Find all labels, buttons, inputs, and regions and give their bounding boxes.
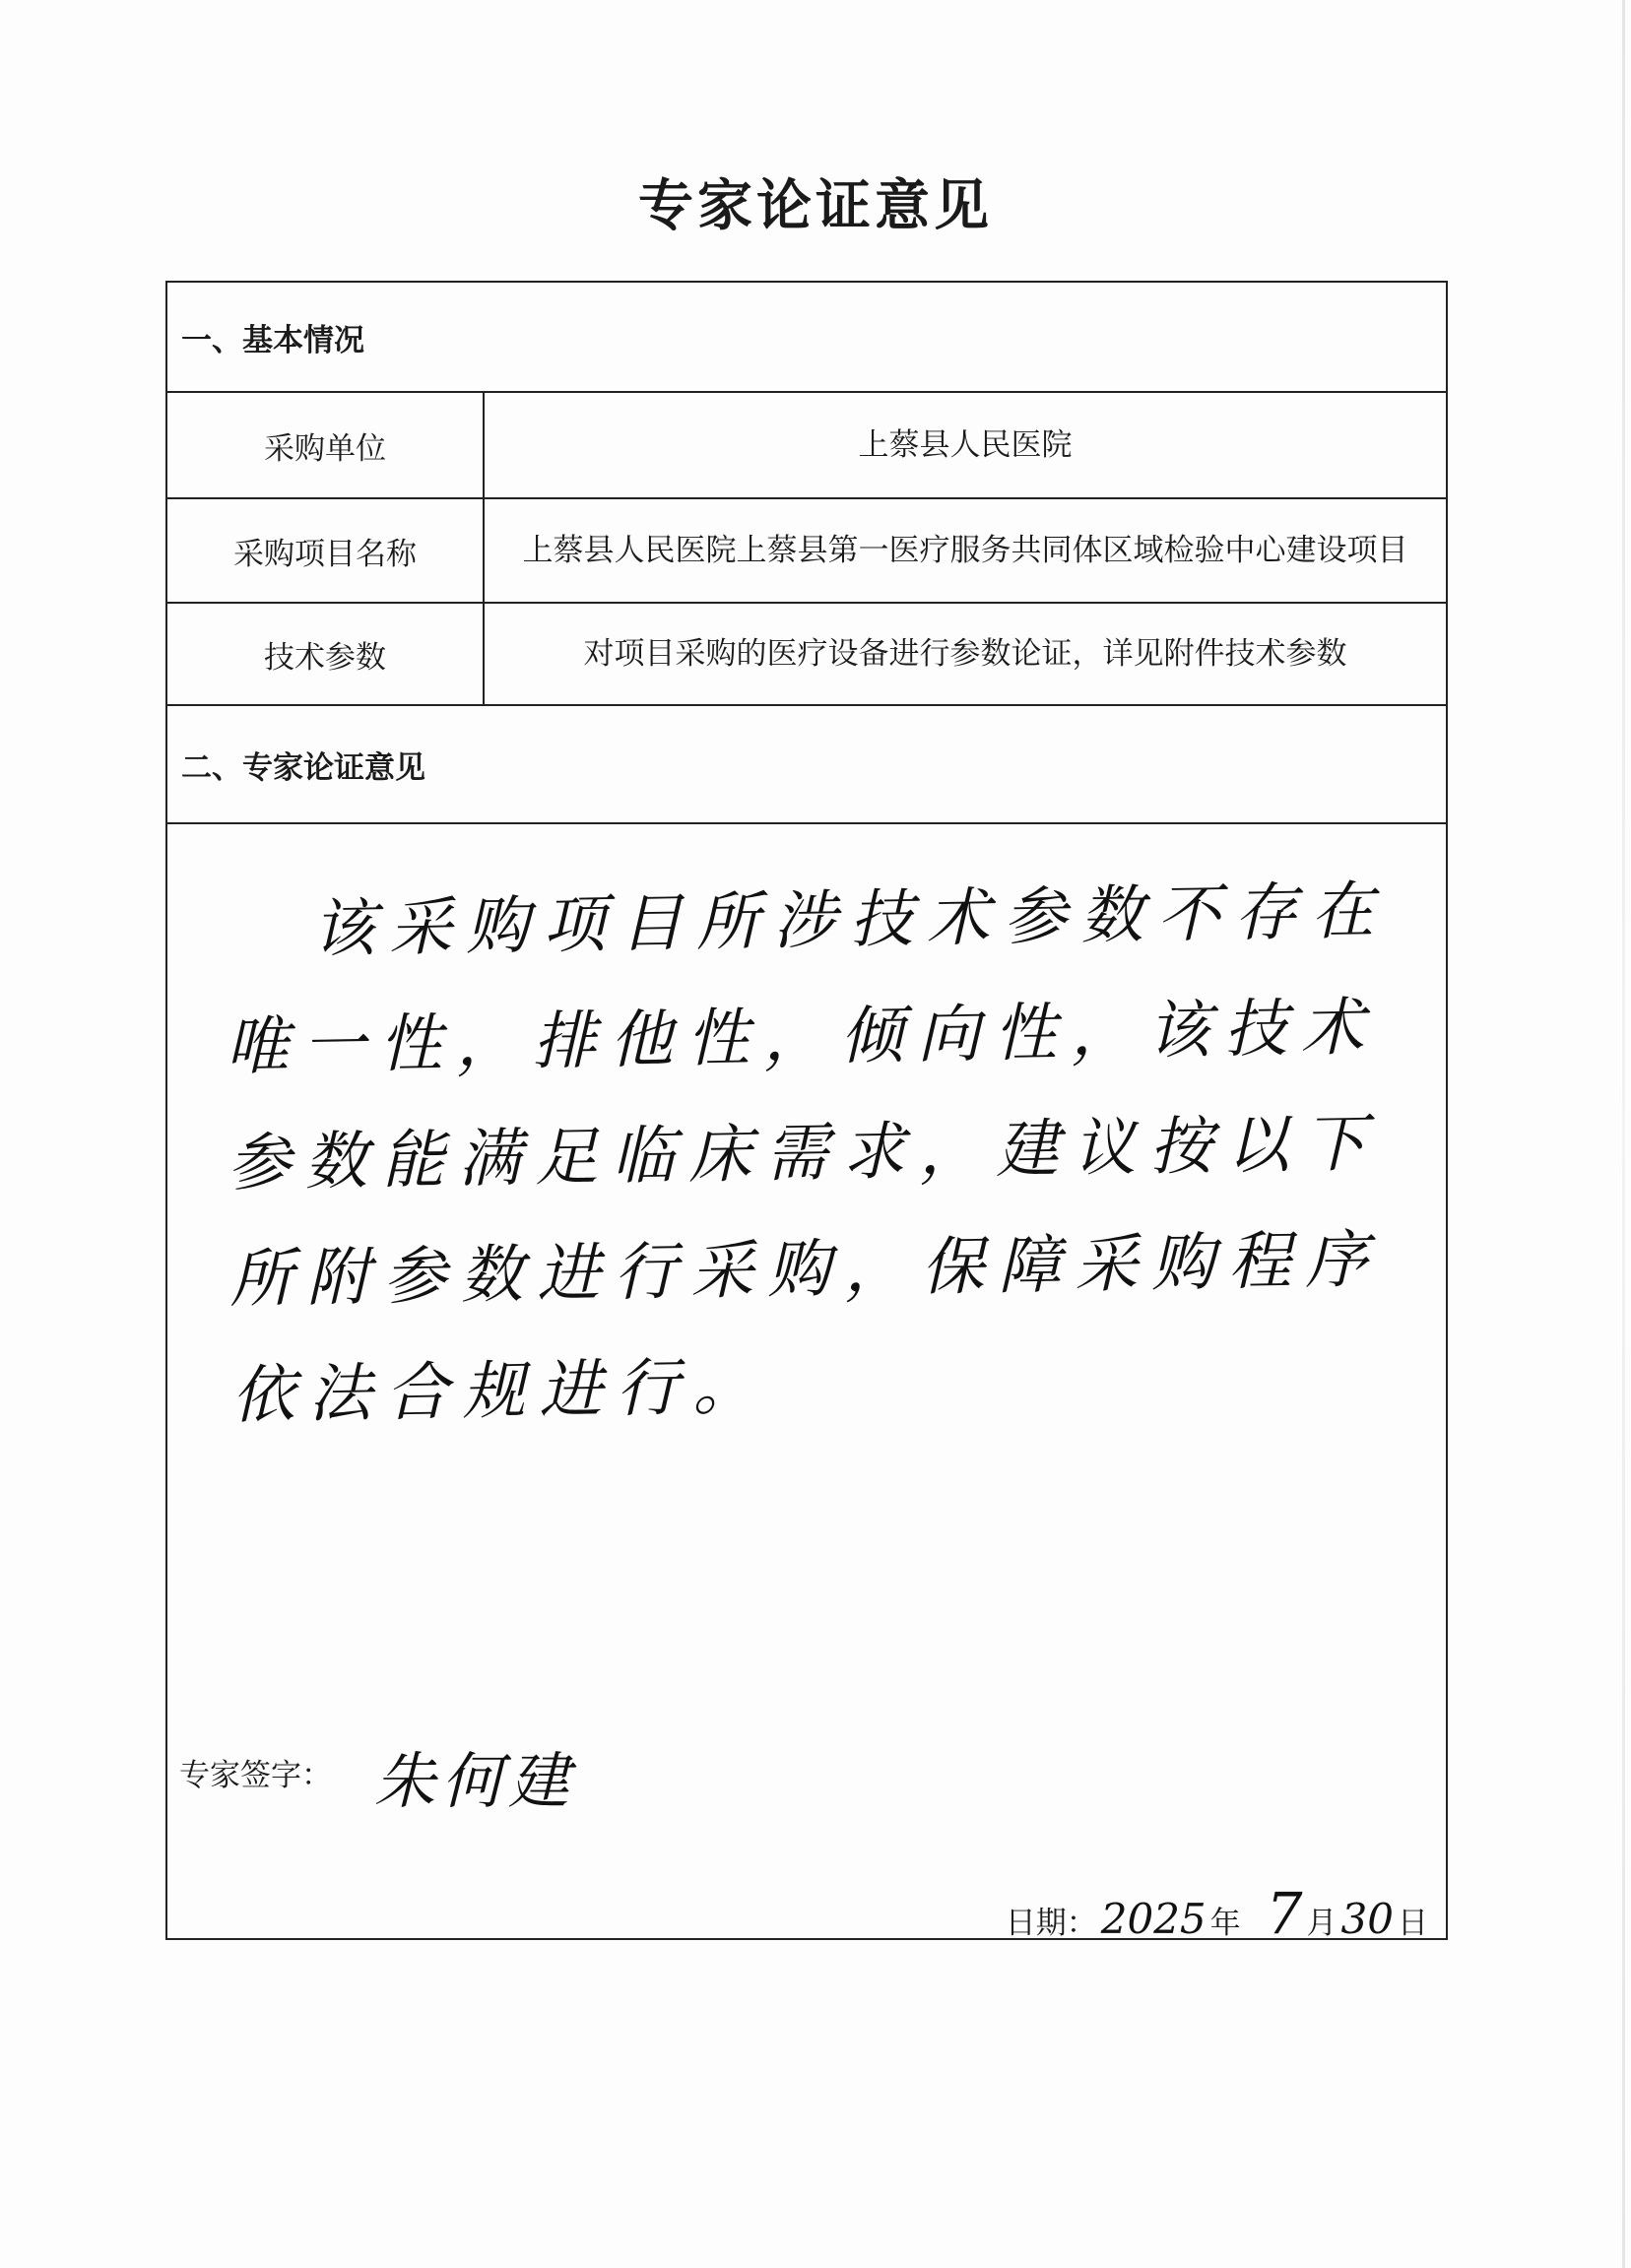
section-opinion-heading-text: 二、专家论证意见 [181,749,425,786]
table-row-project-name [167,499,1446,604]
project-name-value: 上蔡县人民医院上蔡县第一医疗服务共同体区域检验中心建设项目 [522,533,1408,568]
purchaser-label: 采购单位 [167,393,485,497]
tech-params-value: 对项目采购的医疗设备进行参数论证，详见附件技术参数 [583,636,1347,672]
document-title: 专家论证意见 [638,173,993,238]
opinion-content-area [167,824,1446,1947]
date-line [1006,1880,1428,1947]
date-month-unit: 月 [1306,1906,1337,1941]
date-month: 7 [1266,1880,1303,1947]
date-day-unit: 日 [1398,1906,1428,1941]
date-year-unit: 年 [1209,1906,1241,1941]
date-day: 30 [1340,1895,1394,1943]
section-basic-heading-text: 一、基本情况 [181,322,364,358]
section-basic-heading [167,283,1446,393]
project-name-label: 采购项目名称 [167,499,485,602]
scan-edge-shadow [1622,0,1625,2268]
table-row-tech-params [167,604,1446,706]
table-row-purchaser [167,393,1446,499]
date-year: 2025 [1100,1895,1207,1943]
expert-signature: 朱何建 [374,1745,576,1817]
section-opinion-heading [167,706,1446,824]
tech-params-label: 技术参数 [167,604,485,704]
signature-label: 专家签字： [179,1758,332,1793]
date-label: 日期： [1005,1906,1097,1941]
opinion-form [165,281,1448,1947]
purchaser-value: 上蔡县人民医院 [858,427,1073,463]
handwritten-opinion: 该采购项目所涉技术参数不存在唯一性，排他性，倾向性，该技术参数能满足临床需求，建议按以下所附参数进行采购，保障采购程序依法合规进行。 [225,875,1389,1433]
